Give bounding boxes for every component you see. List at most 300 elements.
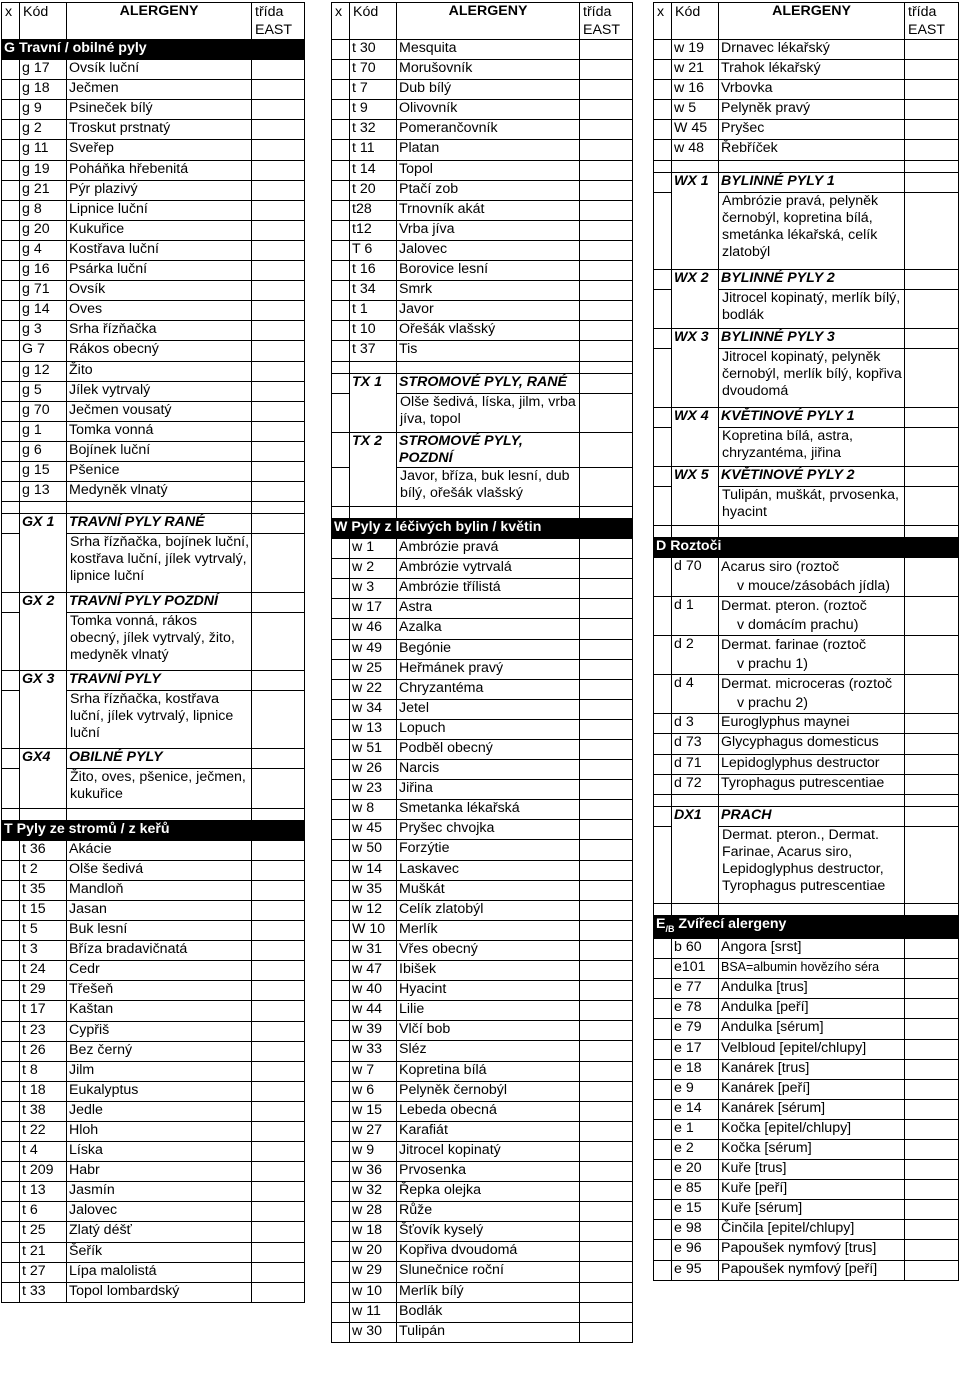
allergen-row	[2, 341, 305, 361]
allergen-code: t 26	[20, 1041, 67, 1061]
class-cell	[580, 559, 633, 579]
allergen-row	[332, 180, 633, 200]
checkbox-cell	[654, 999, 672, 1019]
allergen-name: Kopřiva dvoudomá	[397, 1242, 580, 1262]
class-cell	[580, 40, 633, 60]
allergen-name: Habr	[67, 1162, 252, 1182]
allergen-row	[654, 774, 959, 794]
section-header-row	[332, 518, 633, 538]
allergen-name: Vřes obecný	[397, 940, 580, 960]
allergen-name: Jetel	[397, 699, 580, 719]
checkbox-cell	[654, 754, 672, 774]
checkbox-cell	[332, 599, 350, 619]
group-code: WX 1	[672, 172, 719, 269]
checkbox-cell	[332, 1121, 350, 1141]
checkbox-cell	[654, 1079, 672, 1099]
allergen-code: w 12	[350, 900, 397, 920]
allergen-code: d 2	[672, 636, 719, 675]
allergen-row	[2, 100, 305, 120]
allergen-name: Ořešák vlašský	[397, 321, 580, 341]
class-cell	[252, 180, 305, 200]
class-cell	[252, 592, 305, 612]
checkbox-cell	[2, 1222, 20, 1242]
allergen-code: t 34	[350, 281, 397, 301]
allergen-name	[719, 558, 905, 597]
allergen-row	[654, 1119, 959, 1139]
allergen-code: w 2	[350, 559, 397, 579]
class-cell	[252, 301, 305, 321]
class-cell	[905, 349, 959, 407]
group-desc: Olše šedivá, líska, jilm, vrba jíva, topol	[397, 393, 580, 432]
allergen-row	[654, 80, 959, 100]
header-class-line2: EAST	[255, 22, 293, 38]
allergen-row	[332, 559, 633, 579]
checkbox-cell	[2, 220, 20, 240]
spacer-cell	[905, 794, 959, 806]
allergen-name: Jedle	[67, 1101, 252, 1121]
class-cell	[252, 1041, 305, 1061]
allergen-name: Podběl obecný	[397, 740, 580, 760]
spacer-cell	[672, 794, 719, 806]
allergen-row	[332, 1001, 633, 1021]
allergen-code: t 8	[20, 1061, 67, 1081]
group-desc: Žito, oves, pšenice, ječmen, kukuřice	[67, 769, 252, 808]
allergen-code: w 32	[350, 1182, 397, 1202]
checkbox-cell	[2, 401, 20, 421]
allergen-row	[654, 714, 959, 734]
allergen-row	[332, 961, 633, 981]
allergen-name: Heřmánek pravý	[397, 659, 580, 679]
class-cell	[252, 1122, 305, 1142]
allergen-name: Oves	[67, 301, 252, 321]
checkbox-cell	[2, 1262, 20, 1282]
group-code: TX 2	[350, 432, 397, 506]
allergen-row	[332, 240, 633, 260]
allergen-code: t 38	[20, 1101, 67, 1121]
header-class-line2: EAST	[908, 22, 946, 38]
allergen-row	[332, 740, 633, 760]
class-cell	[905, 979, 959, 999]
allergen-code: b 60	[672, 939, 719, 959]
allergen-row	[654, 1099, 959, 1119]
allergen-row	[332, 341, 633, 361]
allergen-code: g 14	[20, 301, 67, 321]
allergen-row	[654, 60, 959, 80]
group-name-row	[2, 749, 305, 769]
checkbox-cell	[2, 140, 20, 160]
checkbox-cell	[2, 961, 20, 981]
allergen-code: w 18	[350, 1222, 397, 1242]
checkbox-cell	[332, 373, 350, 393]
allergen-row	[654, 1019, 959, 1039]
allergen-code: w 9	[350, 1141, 397, 1161]
allergen-row	[332, 1161, 633, 1181]
spacer-row	[654, 526, 959, 538]
class-cell	[580, 80, 633, 100]
spacer-cell	[252, 808, 305, 820]
group-name-row	[654, 407, 959, 427]
allergen-code: g 2	[20, 120, 67, 140]
allergen-name: Sveřep	[67, 140, 252, 160]
class-cell	[252, 1162, 305, 1182]
allergen-name: Troskut prstnatý	[67, 120, 252, 140]
group-name: TRAVNÍ PYLY POZDNÍ	[67, 592, 252, 612]
checkbox-cell	[332, 240, 350, 260]
allergen-row	[2, 1182, 305, 1202]
class-cell	[252, 1061, 305, 1081]
class-cell	[252, 1001, 305, 1021]
allergen-name: Šeřík	[67, 1242, 252, 1262]
allergen-code: g 9	[20, 100, 67, 120]
allergen-name: Jiřina	[397, 780, 580, 800]
class-cell	[580, 1081, 633, 1101]
allergen-row	[2, 80, 305, 100]
header-allergens: ALERGENY	[67, 3, 252, 40]
header-allergens: ALERGENY	[719, 3, 905, 40]
class-cell	[252, 769, 305, 808]
checkbox-cell	[2, 981, 20, 1001]
class-cell	[580, 659, 633, 679]
allergen-name-line2: v prachu 1)	[737, 656, 808, 673]
header-class	[905, 3, 959, 40]
allergen-row	[332, 920, 633, 940]
group-name: STROMOVÉ PYLY, RANÉ	[397, 373, 580, 393]
class-cell	[580, 619, 633, 639]
spacer-cell	[654, 794, 672, 806]
allergen-row	[332, 321, 633, 341]
checkbox-cell	[332, 760, 350, 780]
allergen-table-column-3	[653, 2, 959, 1281]
checkbox-cell	[654, 1099, 672, 1119]
allergen-code: w 3	[350, 579, 397, 599]
allergen-name: Pýr plazivý	[67, 180, 252, 200]
checkbox-cell	[2, 361, 20, 381]
allergen-name: Velbloud [epitel/chlupy]	[719, 1039, 905, 1059]
checkbox-cell	[2, 1282, 20, 1302]
allergen-name: Ovsík luční	[67, 60, 252, 80]
class-cell	[905, 192, 959, 269]
header-x: x	[332, 3, 350, 40]
class-cell	[252, 1262, 305, 1282]
allergen-name: Vlčí bob	[397, 1021, 580, 1041]
allergen-code: w 49	[350, 639, 397, 659]
group-desc: Tulipán, muškát, prvosenka, hyacint	[719, 487, 905, 526]
header-x: x	[2, 3, 20, 40]
checkbox-cell	[654, 774, 672, 794]
allergen-row	[654, 140, 959, 160]
allergen-name: Ambrózie třílistá	[397, 579, 580, 599]
allergen-row	[654, 40, 959, 60]
allergen-name: Činčila [epitel/chlupy]	[719, 1220, 905, 1240]
allergen-code: t 32	[350, 120, 397, 140]
checkbox-cell	[654, 806, 672, 826]
allergen-name: Lipnice luční	[67, 200, 252, 220]
allergen-name: Merlík	[397, 920, 580, 940]
allergen-code: g 4	[20, 240, 67, 260]
class-cell	[252, 921, 305, 941]
class-cell	[580, 341, 633, 361]
allergen-name: Pelyněk pravý	[719, 100, 905, 120]
checkbox-cell	[2, 612, 20, 670]
allergen-code: t 13	[20, 1182, 67, 1202]
allergen-code: g 16	[20, 261, 67, 281]
checkbox-cell	[2, 840, 20, 860]
allergen-code: t 16	[350, 261, 397, 281]
allergen-row	[332, 160, 633, 180]
header-code: Kód	[672, 3, 719, 40]
checkbox-cell	[654, 290, 672, 329]
allergen-name: Líska	[67, 1142, 252, 1162]
class-cell	[252, 534, 305, 592]
checkbox-cell	[2, 381, 20, 401]
allergen-name: Akácie	[67, 840, 252, 860]
checkbox-cell	[2, 670, 20, 690]
allergen-code: e 95	[672, 1260, 719, 1280]
allergen-row	[2, 381, 305, 401]
allergen-name: Ibišek	[397, 961, 580, 981]
class-cell	[252, 281, 305, 301]
allergen-code: t 35	[20, 880, 67, 900]
allergen-row	[332, 120, 633, 140]
allergen-row	[332, 220, 633, 240]
allergen-row	[2, 1101, 305, 1121]
group-name: BYLINNÉ PYLY 1	[719, 172, 905, 192]
allergen-name: Topol lombardský	[67, 1282, 252, 1302]
allergen-name: BSA=albumin hovězího séra	[719, 959, 905, 979]
class-cell	[905, 636, 959, 675]
allergen-name: Andulka [peří]	[719, 999, 905, 1019]
allergen-name-line2: v prachu 2)	[737, 695, 808, 712]
allergen-code: w 23	[350, 780, 397, 800]
allergen-name: Pelyněk černobýl	[397, 1081, 580, 1101]
allergen-name: Slunečnice roční	[397, 1262, 580, 1282]
allergen-name	[719, 636, 905, 675]
group-name: TRAVNÍ PYLY RANÉ	[67, 514, 252, 534]
allergen-name-line1: Dermat. farinae (roztoč	[721, 637, 867, 654]
checkbox-cell	[332, 220, 350, 240]
class-cell	[580, 321, 633, 341]
allergen-row	[332, 940, 633, 960]
class-cell	[905, 959, 959, 979]
checkbox-cell	[2, 200, 20, 220]
class-cell	[905, 734, 959, 754]
class-cell	[252, 1282, 305, 1302]
allergen-code: g 15	[20, 461, 67, 481]
allergen-code: t 17	[20, 1001, 67, 1021]
allergen-name: Zlatý déšť	[67, 1222, 252, 1242]
class-cell	[905, 1260, 959, 1280]
class-cell	[580, 900, 633, 920]
allergen-row	[2, 60, 305, 80]
allergen-row	[654, 1160, 959, 1180]
class-cell	[905, 1099, 959, 1119]
allergen-row	[2, 880, 305, 900]
class-cell	[580, 1322, 633, 1342]
checkbox-cell	[654, 1260, 672, 1280]
class-cell	[252, 321, 305, 341]
allergen-code: d 73	[672, 734, 719, 754]
group-code: TX 1	[350, 373, 397, 432]
allergen-code: e 85	[672, 1180, 719, 1200]
allergen-code: g 3	[20, 321, 67, 341]
class-cell	[905, 754, 959, 774]
allergen-name: Šťovík kyselý	[397, 1222, 580, 1242]
checkbox-cell	[654, 192, 672, 269]
class-cell	[580, 281, 633, 301]
section-title	[654, 916, 905, 939]
group-code: WX 3	[672, 329, 719, 407]
class-cell	[905, 558, 959, 597]
class-cell	[252, 160, 305, 180]
checkbox-cell	[654, 100, 672, 120]
checkbox-cell	[332, 860, 350, 880]
section-title: G Travní / obilné pyly	[2, 40, 252, 60]
allergen-name: Kuře [sérum]	[719, 1200, 905, 1220]
allergen-row	[654, 939, 959, 959]
allergen-row	[332, 281, 633, 301]
header-allergens: ALERGENY	[397, 3, 580, 40]
class-cell	[905, 1220, 959, 1240]
allergen-row	[332, 1202, 633, 1222]
class-cell	[580, 679, 633, 699]
class-cell	[905, 714, 959, 734]
allergen-code: e 14	[672, 1099, 719, 1119]
allergen-code: g 17	[20, 60, 67, 80]
allergen-code: t 33	[20, 1282, 67, 1302]
allergen-row	[2, 941, 305, 961]
spacer-cell	[20, 502, 67, 514]
checkbox-cell	[332, 160, 350, 180]
allergen-row	[332, 1182, 633, 1202]
allergen-name: Trnovník akát	[397, 200, 580, 220]
group-name: BYLINNÉ PYLY 2	[719, 270, 905, 290]
allergen-code: g 71	[20, 281, 67, 301]
allergen-name: Růže	[397, 1202, 580, 1222]
allergen-row	[2, 1142, 305, 1162]
checkbox-cell	[332, 920, 350, 940]
allergen-row	[332, 200, 633, 220]
class-cell	[905, 1019, 959, 1039]
group-name-row	[2, 592, 305, 612]
spacer-cell	[350, 361, 397, 373]
allergen-name: Kopretina bílá	[397, 1061, 580, 1081]
allergen-name: Platan	[397, 140, 580, 160]
checkbox-cell	[2, 180, 20, 200]
checkbox-cell	[332, 40, 350, 60]
allergen-row	[2, 180, 305, 200]
class-cell	[905, 80, 959, 100]
checkbox-cell	[332, 1021, 350, 1041]
allergen-code: w 30	[350, 1322, 397, 1342]
allergen-row	[654, 558, 959, 597]
header-row	[332, 3, 633, 40]
allergen-name: Vrba jíva	[397, 220, 580, 240]
checkbox-cell	[654, 597, 672, 636]
checkbox-cell	[2, 421, 20, 441]
allergen-name: Lebeda obecná	[397, 1101, 580, 1121]
allergen-row	[2, 482, 305, 502]
group-desc: Dermat. pteron., Dermat. Farinae, Acarus siro, Lepidoglyphus destructor, Tyrophagus putrescentiae	[719, 826, 905, 903]
class-cell	[252, 381, 305, 401]
checkbox-cell	[654, 1140, 672, 1160]
checkbox-cell	[2, 120, 20, 140]
class-cell	[905, 1119, 959, 1139]
allergen-row	[2, 261, 305, 281]
allergen-code: e 77	[672, 979, 719, 999]
allergen-row	[2, 1242, 305, 1262]
checkbox-cell	[332, 1001, 350, 1021]
allergen-code: G 7	[20, 341, 67, 361]
class-cell	[252, 401, 305, 421]
allergen-code: w 25	[350, 659, 397, 679]
checkbox-cell	[332, 261, 350, 281]
allergen-code: w 19	[672, 40, 719, 60]
checkbox-cell	[332, 639, 350, 659]
group-desc: Ambrózie pravá, pelyněk černobýl, kopretina bílá, smetánka lékařská, celík zlatobýl	[719, 192, 905, 269]
checkbox-cell	[2, 534, 20, 592]
class-cell	[905, 1140, 959, 1160]
allergen-name: Hloh	[67, 1122, 252, 1142]
allergen-code: w 34	[350, 699, 397, 719]
class-cell	[905, 329, 959, 349]
class-cell	[580, 1242, 633, 1262]
class-cell	[580, 1161, 633, 1181]
spacer-cell	[719, 794, 905, 806]
checkbox-cell	[2, 441, 20, 461]
checkbox-cell	[654, 349, 672, 407]
allergen-code: t 70	[350, 60, 397, 80]
class-cell	[905, 826, 959, 903]
allergen-code: W 10	[350, 920, 397, 940]
allergen-row	[332, 1222, 633, 1242]
allergen-row	[654, 597, 959, 636]
allergen-code: g 21	[20, 180, 67, 200]
group-name-row	[654, 270, 959, 290]
allergen-code: e 9	[672, 1079, 719, 1099]
checkbox-cell	[654, 675, 672, 714]
allergen-code: e 98	[672, 1220, 719, 1240]
allergen-name: Azalka	[397, 619, 580, 639]
allergen-row	[2, 281, 305, 301]
allergen-code: t 7	[350, 80, 397, 100]
allergen-code: t 36	[20, 840, 67, 860]
checkbox-cell	[332, 961, 350, 981]
allergen-code: w 20	[350, 1242, 397, 1262]
checkbox-cell	[654, 959, 672, 979]
allergen-code: t 3	[20, 941, 67, 961]
allergen-name: Celík zlatobýl	[397, 900, 580, 920]
allergen-code: t 29	[20, 981, 67, 1001]
allergen-code: d 4	[672, 675, 719, 714]
allergen-row	[332, 1081, 633, 1101]
allergen-name: Řebříček	[719, 140, 905, 160]
allergen-code: w 44	[350, 1001, 397, 1021]
checkbox-cell	[332, 699, 350, 719]
allergen-code: e 15	[672, 1200, 719, 1220]
allergen-row	[332, 1141, 633, 1161]
allergen-row	[2, 840, 305, 860]
allergen-row	[2, 961, 305, 981]
allergen-row	[332, 659, 633, 679]
class-cell	[905, 487, 959, 526]
checkbox-cell	[2, 100, 20, 120]
allergen-code: e 17	[672, 1039, 719, 1059]
allergen-row	[654, 1140, 959, 1160]
class-cell	[580, 719, 633, 739]
allergen-row	[654, 999, 959, 1019]
checkbox-cell	[332, 1182, 350, 1202]
class-cell	[252, 140, 305, 160]
